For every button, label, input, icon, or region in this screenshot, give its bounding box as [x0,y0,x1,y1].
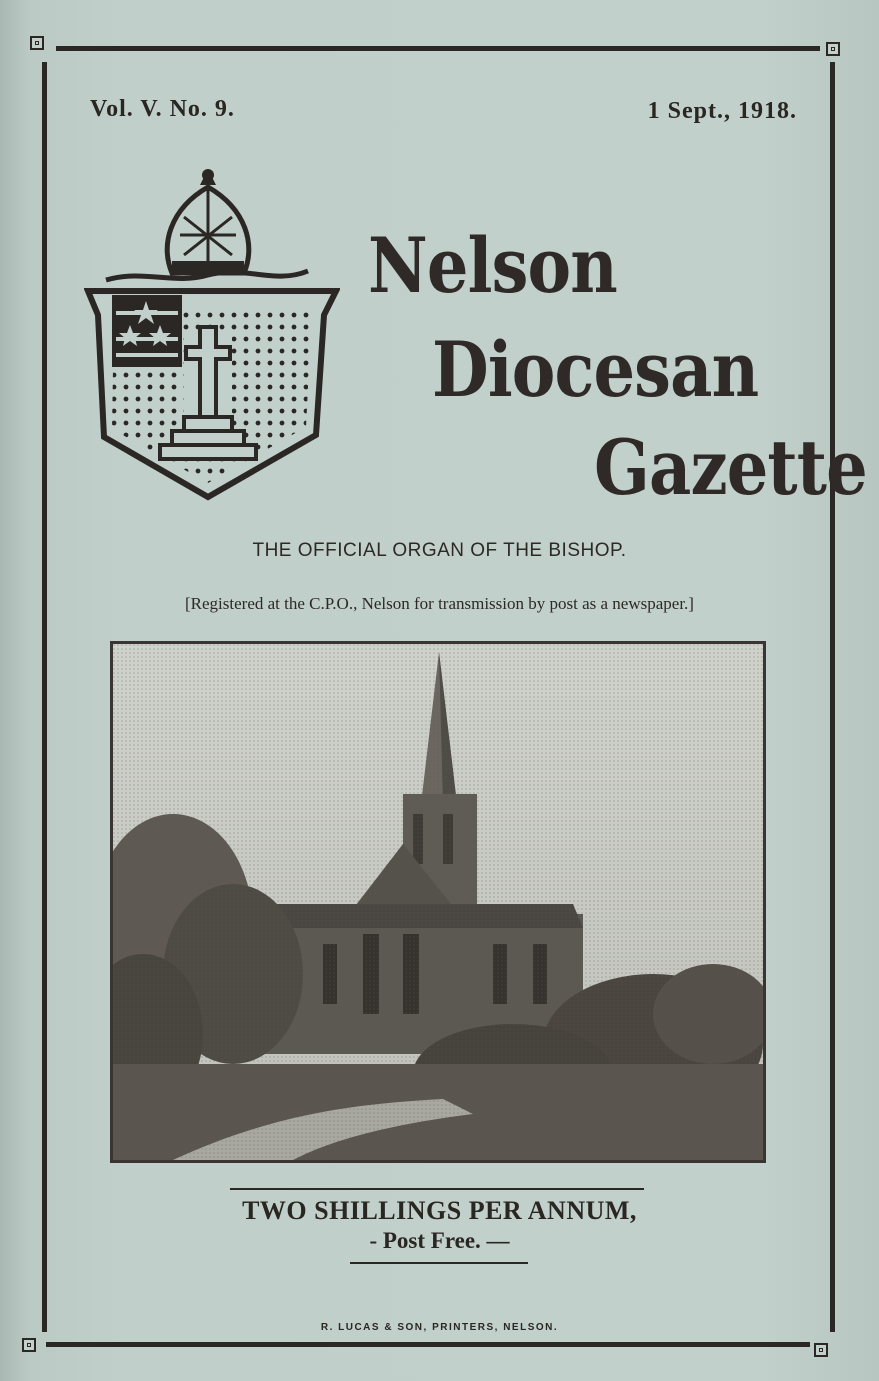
registration-notice: [Registered at the C.P.O., Nelson for transmission by post as a newspaper.] [185,594,694,613]
corner-ornament [814,1343,828,1357]
printer-credit: R. LUCAS & SON, PRINTERS, NELSON. [320,1322,559,1333]
corner-ornament [22,1338,36,1352]
subscription-price: TWO SHILLINGS PER ANNUM, [242,1196,637,1225]
cathedral-photo [110,641,766,1163]
volume-number: Vol. V. No. 9. [90,96,235,122]
post-free-note: - Post Free. — [369,1228,510,1253]
price-rule-bottom [350,1262,528,1264]
mitre-shield-cross-icon [84,165,340,501]
price-rule-top [230,1188,644,1190]
frame-left [42,62,47,1332]
frame-right [830,62,835,1332]
corner-ornament [30,36,44,50]
cathedral-photo-drawing [113,644,763,1160]
issue-date: 1 Sept., 1918. [647,98,797,124]
masthead-line1: Nelson [368,221,617,310]
corner-ornament [826,42,840,56]
frame-bottom [46,1342,810,1347]
official-organ-subtitle: THE OFFICIAL ORGAN OF THE BISHOP. [252,540,627,561]
masthead-line3: Gazette [594,423,867,512]
masthead-line2: Diocesan [432,325,759,414]
frame-top [56,46,820,51]
